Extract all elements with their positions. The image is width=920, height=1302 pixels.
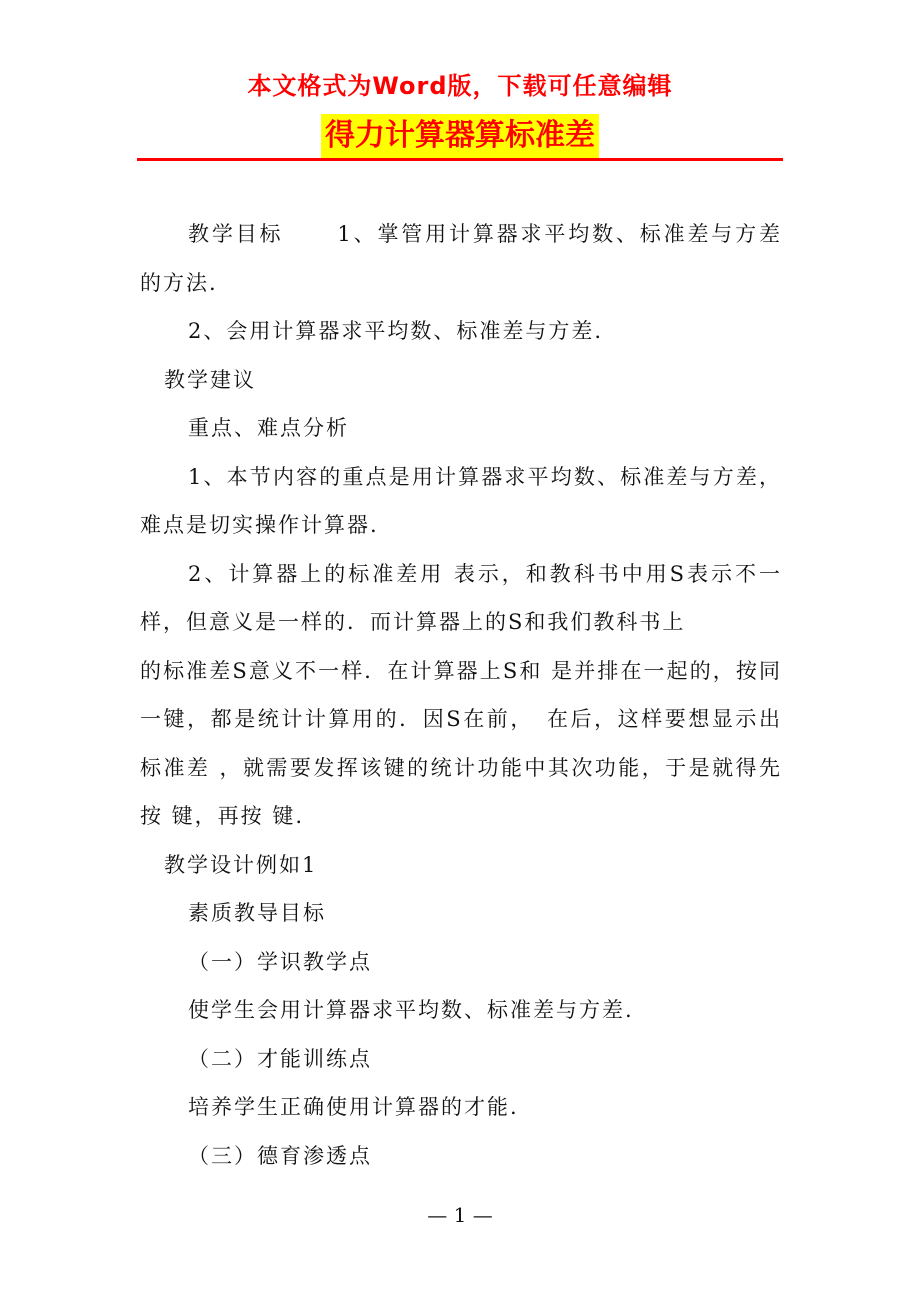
title-wrapper — [0, 114, 920, 158]
download-banner: 本文格式为Word版，下载可任意编辑 — [247, 72, 673, 100]
suggestion-heading: 教学建议 — [164, 367, 256, 392]
key-point-2-line1: 2、计算器上的标准差用 表示，和教科书中用S表示不一样，但意义是一样的．而计算器上的S和我们教科书上 — [140, 561, 782, 634]
title-underline-rule — [137, 158, 783, 161]
key-points-heading: 重点、难点分析 — [188, 416, 349, 440]
knowledge-point-heading: （一）学识教学点 — [188, 949, 372, 974]
knowledge-point-text: 使学生会用计算器求平均数、标准差与方差. — [188, 998, 634, 1022]
moral-point-heading: （三）德育渗透点 — [188, 1143, 372, 1168]
ability-point-heading: （二）才能训练点 — [188, 1046, 372, 1071]
objective-1: 1、掌管用计算器求平均数、标准差与方差的方法. — [140, 222, 783, 295]
objective-2: 2、会用计算器求平均数、标准差与方差. — [188, 319, 604, 343]
document-body — [140, 210, 782, 1180]
key-point-1: 1、本节内容的重点是用计算器求平均数、标准差与方差，难点是切实操作计算器. — [140, 464, 782, 537]
quality-goal-heading: 素质教导目标 — [188, 901, 326, 925]
objective-paragraph — [140, 210, 782, 307]
document-title: 得力计算器算标准差 — [321, 114, 599, 158]
page-number: — 1 — — [427, 1203, 493, 1227]
design-example-heading: 教学设计例如1 — [164, 852, 318, 877]
key-point-2-line2: 的标准差S意义不一样．在计算器上S和 是并排在一起的，按同一键，都是统计计算用的．因S在前， 在后，这样要想显示出标准差 ，就需要发挥该键的统计功能中其次功能，于是就得先按 键，再按 键. — [140, 658, 782, 828]
objective-label: 教学目标 — [188, 222, 284, 246]
ability-point-text: 培养学生正确使用计算器的才能. — [188, 1095, 519, 1119]
